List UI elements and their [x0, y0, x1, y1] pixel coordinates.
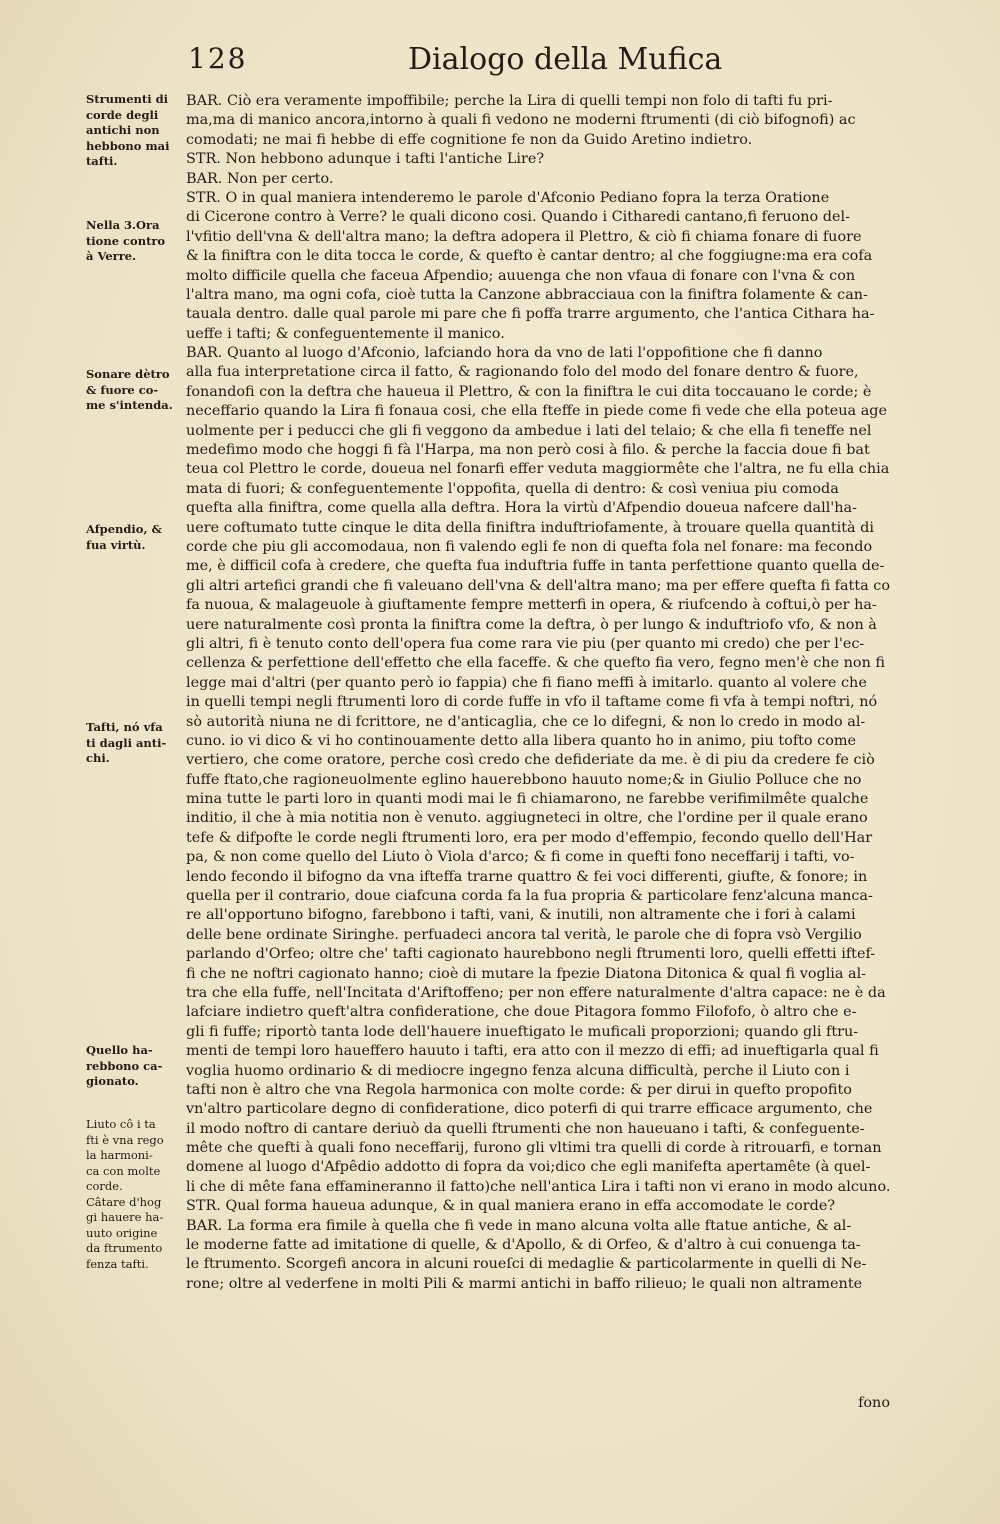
text-line: BAR. Non per certo. [186, 170, 334, 187]
margin-note: Afpendio, & fua virtù. [86, 522, 162, 552]
text-line: tauala dentro. dalle qual parole mi pare che fi poffa trarre argumento, che l'antica Cithara ha- [186, 306, 875, 323]
text-line: gli altri artefici grandi che fi valeuano dell'vna & dell'altra mano; ma per effere quefta fi fatta co [186, 577, 890, 594]
text-line: & la finiftra con le dita tocca le corde, & quefto è cantar dentro; al che foggiugne:ma era cofa [186, 248, 873, 265]
text-line: alla fua interpretatione circa il fatto, & ragionando folo del modo del fonare dentro & fuore, [186, 364, 859, 381]
margin-note: Tafti, nó vfa ti dagli anti- chi. [86, 720, 167, 765]
text-line: uere naturalmente così pronta la finiftra come la deftra, ò per lungo & induftriofo vfo, & non à [186, 616, 877, 633]
text-line: medefimo modo che hoggi fi fà l'Harpa, ma non però cosi à filo. & perche la faccia doue fi bat [186, 442, 870, 459]
text-line: le moderne fatte ad imitatione di quelle, & d'Apollo, & di Orfeo, & d'altro à cui conuenga ta- [186, 1237, 861, 1254]
text-line: rone; oltre al vederfene in molti Pili & marmi antichi in baffo rilieuo; le quali non altramente [186, 1275, 863, 1292]
text-line: voglia huomo ordinario & di mediocre ingegno fenza alcuna difficultà, perche il Liuto con i [186, 1062, 850, 1079]
text-line: vn'altro particolare degno di confideratione, dico poterfi di qui trarre efficace argumento, che [186, 1101, 873, 1118]
text-line: fi che ne noftri cagionato hanno; cioè di mutare la fpezie Diatona Ditonica & qual fi voglia al- [186, 965, 867, 982]
text-line: cuno. io vi dico & vi ho continouamente detto alla libera quanto ho in animo, piu tofto come [186, 732, 857, 749]
text-line: mête che quefti à quali fono neceffarij, furono gli vltimi tra quelli di corde à ritrouarfi, e tornan [186, 1140, 882, 1157]
margin-note: Nella 3.Ora tione contro à Verre. [86, 218, 166, 263]
body-text [186, 92, 892, 1294]
catchword: fono [858, 1395, 890, 1411]
text-line: BAR. La forma era fimile à quella che fi vede in mano alcuna volta alle ftatue antiche, & al- [186, 1217, 852, 1234]
text-line: l'vfitio dell'vna & dell'altra mano; la deftra adopera il Plettro, & ciò fi chiama fonare di fuore [186, 228, 862, 245]
text-line: corde che piu gli accomodaua, non fi valendo egli fe non di quefta fola nel fonare: ma fecondo [186, 538, 873, 555]
text-line: parlando d'Orfeo; oltre che' tafti cagionato haurebbono negli ftrumenti loro, quelli effetti iftef- [186, 946, 876, 963]
text-line: quella per il contrario, doue ciafcuna corda fa la fua propria & particolare fenz'alcuna manca- [186, 888, 873, 905]
text-line: delle bene ordinate Siringhe. perfuadeci ancora tal verità, le parole che di fopra vsò Vergilio [186, 926, 862, 943]
page-number: 128 [188, 42, 248, 75]
text-line: sò autorità niuna ne di fcrittore, ne d'anticaglia, che ce lo difegni, & non lo credo in modo al- [186, 713, 866, 730]
text-line: ma,ma di manico ancora,intorno à quali fi vedono ne moderni ftrumenti (di ciò bifognofi) ac [186, 112, 856, 129]
text-line: legge mai d'altri (per quanto però io fappia) che fi fiano meffi à imitarlo. quanto al volere che [186, 674, 867, 691]
text-line: BAR. Ciò era veramente impoffibile; perche la Lira di quelli tempi non folo di tafti fu pri- [186, 93, 833, 109]
text-line: fa nuoua, & malageuole à giuftamente fempre metterfi in opera, & riufcendo à coftui,ò per ha- [186, 597, 877, 614]
text-line: uolmente per i peducci che gli fi veggono da ambedue i lati del telaio; & che ella fi teneffe nel [186, 422, 872, 439]
margin-note: Liuto cô i ta fti è vna rego la harmoni- ca con molte corde. Câtare d'hog gi hauere ha- uuto origine da ftrumento fenza tafti. [86, 1117, 164, 1271]
text-line: teua col Plettro le corde, doueua nel fonarfi effer veduta maggiormête che l'altra, ne fu ella chia [186, 461, 890, 478]
text-line: le ftrumento. Scorgefi ancora in alcuni roueſci di medaglie & particolarmente in quelli di Ne- [186, 1256, 867, 1273]
text-line: neceffario quando la Lira fi fonaua cosi, che ella fteffe in piede come fi vede che ella poteua age [186, 403, 887, 420]
text-line: fuffe ftato,che ragioneuolmente eglino hauerebbono hauuto nome;& in Giulio Polluce che no [186, 771, 862, 788]
text-line: gli altri, fi è tenuto conto dell'opera fua come rara vie piu (per quanto mi credo) che per l'ec- [186, 635, 865, 652]
text-line: tra che ella fuffe, nell'Incitata d'Ariftoffeno; per non effere naturalmente d'altra capace: ne è da [186, 984, 886, 1001]
text-line: gli fi fuffe; riportò tanta lode dell'hauere inueftigato le muficali proporzioni; quando gli ftru- [186, 1023, 859, 1040]
margin-note: Quello ha- rebbono ca- gionato. [86, 1043, 163, 1088]
text-line: me, è difficil cofa à credere, che quefta fua induftria fuffe in tanta perfettione quanto quella de- [186, 558, 885, 575]
text-line: mina tutte le parti loro in quanti modi mai le fi chiamarono, ne farebbe verifimilmête qualche [186, 791, 869, 808]
text-line: lendo fecondo il bifogno da vna ifteffa trarne quattro & fei voci differenti, giufte, & fonore; in [186, 868, 868, 885]
text-line: domene al luogo d'Afpêdio addotto di fopra da voi;dico che egli manifefta apertamête (à quel- [186, 1159, 871, 1176]
running-head: Dialogo della Mufica [408, 42, 723, 77]
text-line: BAR. Quanto al luogo d'Afconio, lafciando hora da vno de lati l'oppofitione che fi danno [186, 345, 823, 362]
page-header [180, 42, 900, 82]
text-line: STR. Qual forma haueua adunque, & in qual maniera erano in effa accomodate le corde? [186, 1198, 836, 1215]
text-line: comodati; ne mai fi hebbe di effe cognitione fe non da Guido Aretino indietro. [186, 131, 753, 148]
text-line: STR. Non hebbono adunque i tafti l'antiche Lire? [186, 151, 545, 168]
text-line: menti de tempi loro haueffero hauuto i tafti, era atto con il mezzo di effi; ad inueftigarla qual fi [186, 1043, 879, 1060]
margin-note: Strumenti di corde degli antichi non hebbono mai tafti. [86, 92, 170, 168]
text-line: cellenza & perfettione dell'effetto che ella faceffe. & che quefto fia vero, fegno men'è che non fi [186, 655, 886, 672]
text-line: vertiero, che come oratore, perche così credo che defideriate da me. è di piu da credere fe ciò [186, 752, 875, 769]
text-line: molto difficile quella che faceua Afpendio; auuenga che non vfaua di fonare con l'vna & con [186, 267, 856, 284]
text-line: tefe & difpofte le corde negli ftrumenti loro, era per modo d'effempio, fecondo quello dell'Har [186, 829, 873, 846]
text-line: il modo noftro di cantare deriuò da quelli ftrumenti che non haueuano i tafti, & confeguente- [186, 1120, 865, 1137]
text-line: di Cicerone contro à Verre? le quali dicono cosi. Quando i Citharedi cantano,fi feruono del- [186, 209, 850, 226]
text-line: fonandofi con la deftra che haueua il Plettro, & con la finiftra le cui dita toccauano le corde; è [186, 383, 872, 400]
text-line: mata di fuori; & confeguentemente l'oppofita, quella di dentro: & così veniua piu comoda [186, 480, 839, 497]
text-line: uere coftumato tutte cinque le dita della finiftra induftriofamente, à trouare quella quantità di [186, 519, 874, 536]
text-line: STR. O in qual maniera intenderemo le parole d'Afconio Pediano fopra la terza Oratione [186, 189, 830, 206]
text-line: lafciare indietro queft'altra confideratione, che doue Pitagora fommo Filofofo, ò altro che e- [186, 1004, 857, 1021]
text-line: pa, & non come quello del Liuto ò Viola d'arco; & fi come in quefti fono neceffarij i tafti, vo- [186, 849, 855, 866]
text-line: quefta alla finiftra, come quella alla deftra. Hora la virtù d'Afpendio doueua nafcere dall'ha- [186, 500, 857, 517]
margin-note: Sonare dètro & fuore co- me s'intenda. [86, 367, 173, 412]
text-line: li che di mête fana effamineranno il fatto)che nell'antica Lira i tafti non vi erano in modo alcuno. [186, 1178, 891, 1195]
text-line: tafti non è altro che vna Regola harmonica con molte corde: & per dirui in quefto propofito [186, 1081, 852, 1098]
text-line: ueffe i tafti; & confeguentemente il manico. [186, 325, 505, 342]
text-line: re all'opportuno bifogno, farebbono i tafti, vani, & inutili, non altramente che i fori à calami [186, 907, 856, 924]
text-line: l'altra mano, ma ogni cofa, cioè tutta la Canzone abbracciaua con la finiftra folamente & can- [186, 286, 868, 303]
text-line: inditio, il che à mia notitia non è venuto. aggiugneteci in oltre, che l'ordine per il quale erano [186, 810, 868, 827]
text-line: in quelli tempi negli ftrumenti loro di corde fuffe in vfo il taftame come fi vfa à tempi noftri, nó [186, 694, 878, 711]
